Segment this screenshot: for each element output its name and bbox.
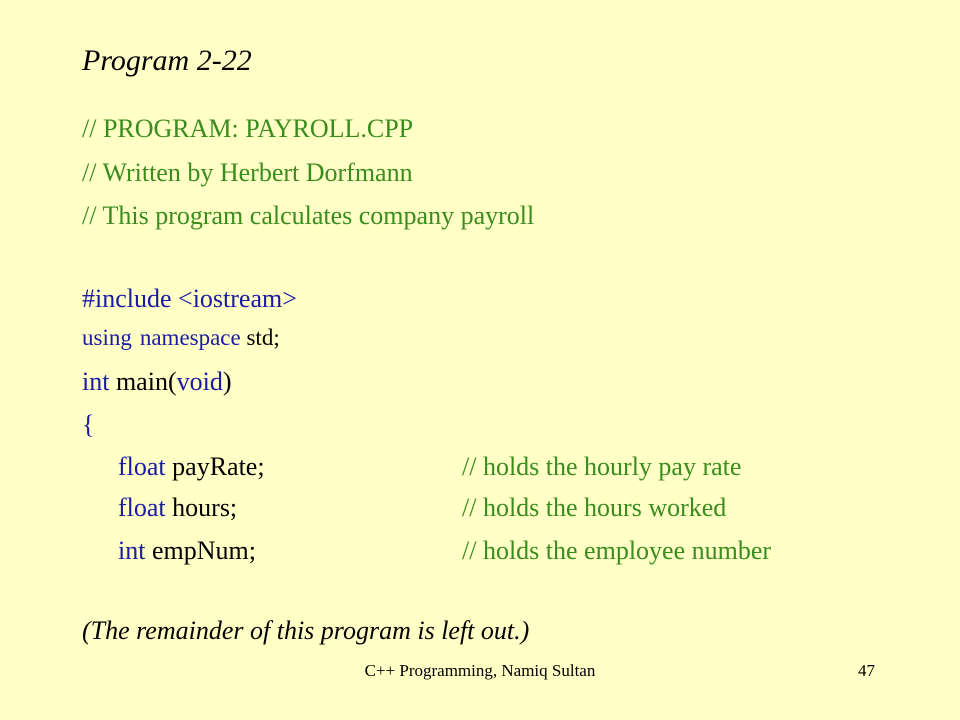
code-comment-author: // Written by Herbert Dorfmann <box>82 158 413 187</box>
code-decl-hours <box>118 495 237 521</box>
keyword-float: float <box>118 493 166 522</box>
keyword-int: int <box>82 367 110 396</box>
code-comment-empnum: // holds the employee number <box>462 536 772 565</box>
code-comment-description: // This program calculates company payroll <box>82 201 535 230</box>
footer-course: C++ Programming, Namiq Sultan <box>364 661 596 680</box>
code-main-paren: ) <box>222 367 232 396</box>
code-include-line: #include <iostream> <box>82 284 297 313</box>
code-std: std; <box>246 325 280 350</box>
keyword-namespace: namespace <box>139 325 241 350</box>
keyword-using: using <box>82 325 132 350</box>
keyword-float: float <box>118 452 166 481</box>
remainder-note: (The remainder of this program is left out.) <box>82 616 530 645</box>
code-decl-empnum <box>118 538 256 564</box>
code-var-name: hours; <box>172 493 238 522</box>
code-comment-payrate: // holds the hourly pay rate <box>462 452 742 481</box>
keyword-void: void <box>176 367 223 396</box>
code-var-name: payRate; <box>172 452 265 481</box>
page-number: 47 <box>858 661 875 680</box>
code-comment-program-name: // PROGRAM: PAYROLL.CPP <box>82 114 414 143</box>
code-decl-payrate <box>118 454 265 480</box>
code-comment-hours: // holds the hours worked <box>462 493 727 522</box>
code-var-name: empNum; <box>151 536 256 565</box>
code-open-brace: { <box>82 410 95 439</box>
code-main-name: main( <box>115 367 177 396</box>
code-using-line <box>82 326 280 349</box>
slide-title: Program 2-22 <box>82 44 252 77</box>
code-main-line <box>82 369 232 395</box>
keyword-int: int <box>118 536 146 565</box>
